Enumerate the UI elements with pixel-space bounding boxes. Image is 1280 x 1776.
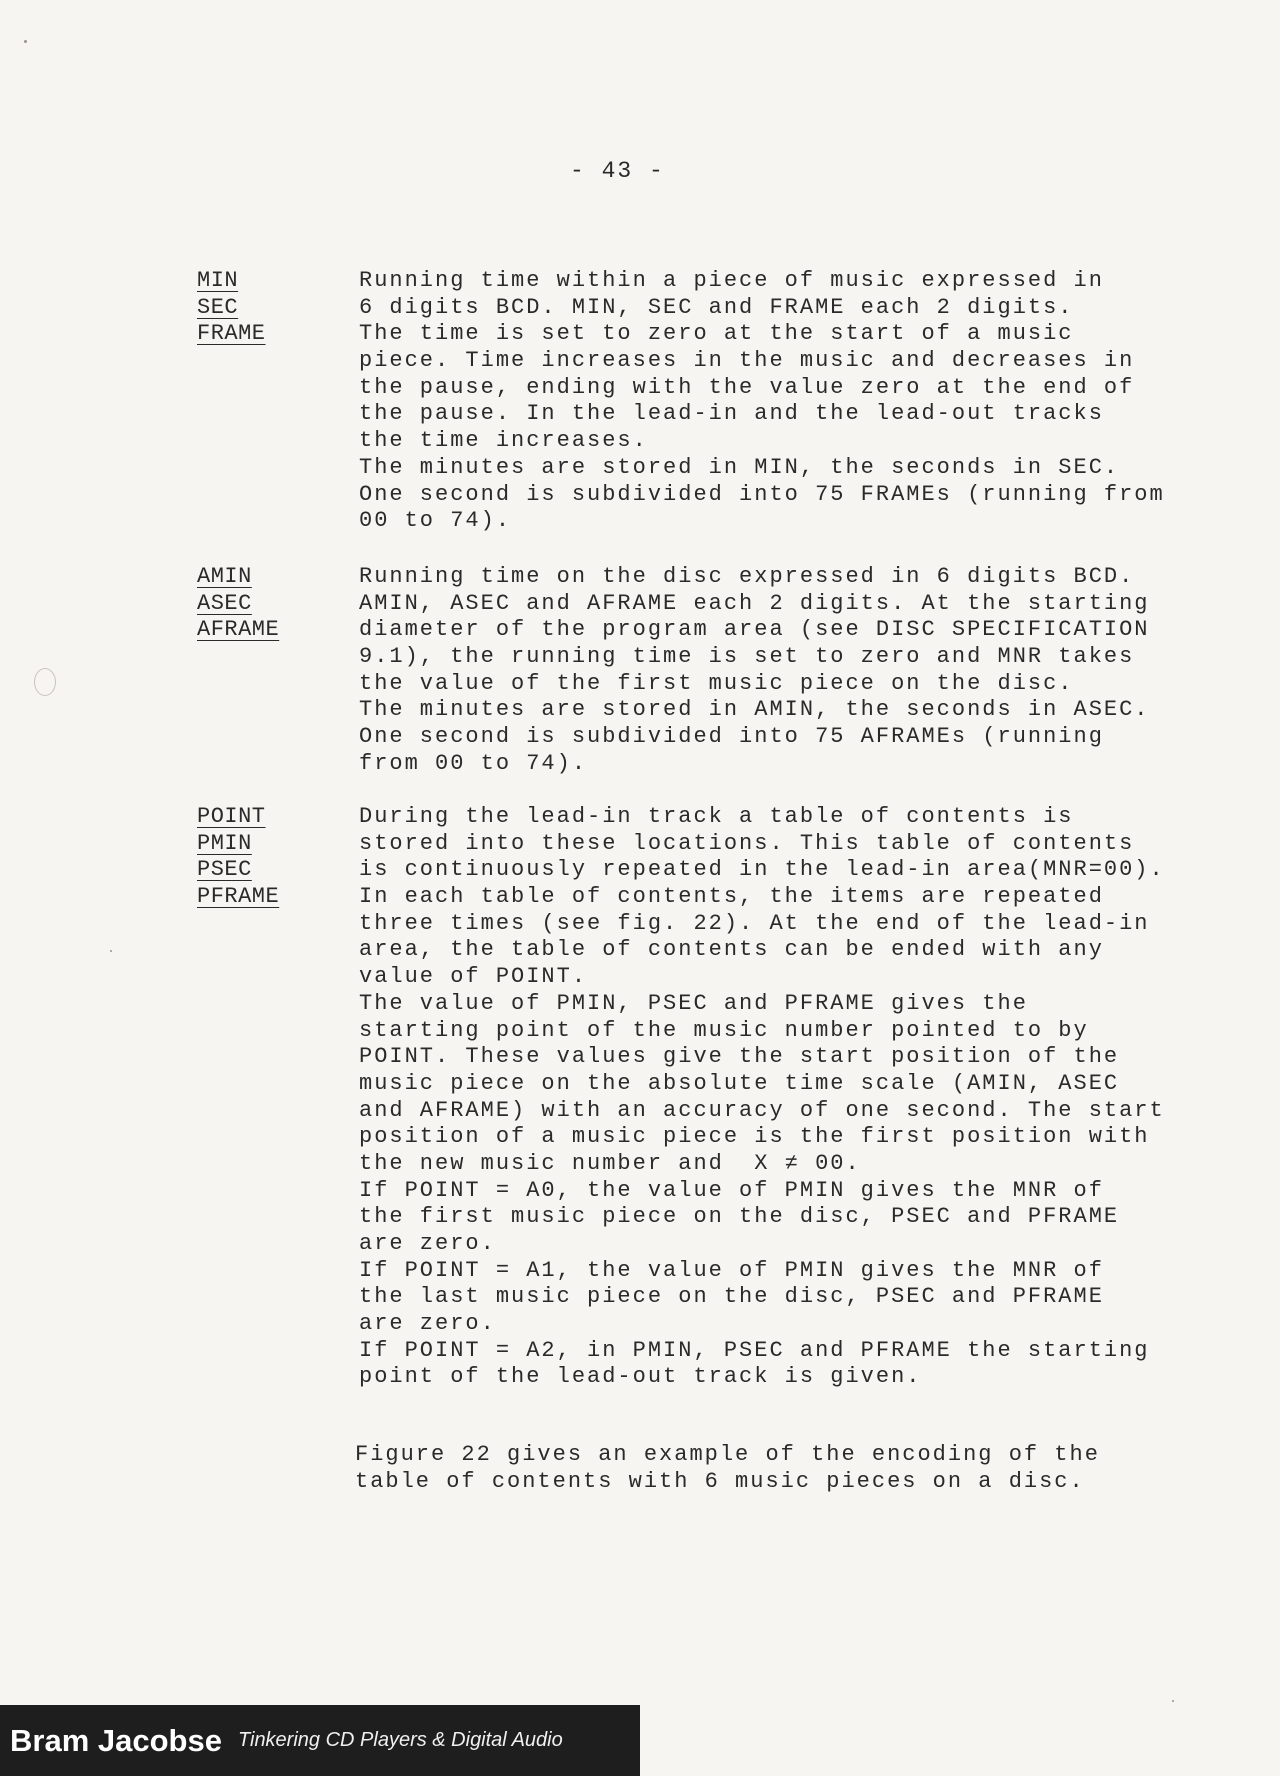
scan-speck	[24, 40, 27, 43]
text-line: The time is set to zero at the start of a music	[359, 321, 1074, 347]
field-labels	[197, 804, 279, 911]
text-line: the pause, ending with the value zero at the end of	[359, 374, 1135, 400]
scan-speck	[1172, 1700, 1174, 1702]
definition-text	[359, 268, 1239, 535]
text-line: three times (see fig. 22). At the end of the lead-in	[359, 910, 1150, 936]
scan-speck	[110, 950, 112, 952]
text-line: During the lead-in track a table of contents is	[359, 804, 1074, 829]
text-line: One second is subdivided into 75 AFRAMEs (running	[359, 724, 1104, 750]
paragraph-text	[355, 1442, 1235, 1495]
text-line: starting point of the music number pointed to by	[359, 1017, 1089, 1043]
text-line: are zero.	[359, 1231, 496, 1256]
text-line: 9.1), the running time is set to zero and MNR takes	[359, 644, 1135, 670]
text-line: The minutes are stored in AMIN, the seconds in ASEC.	[359, 697, 1150, 723]
text-line: is continuously repeated in the lead-in area(MNR=00).	[359, 857, 1165, 883]
text-line: the last music piece on the disc, PSEC and PFRAME	[359, 1284, 1104, 1310]
text-line: If POINT = A0, the value of PMIN gives the MNR of	[359, 1177, 1104, 1203]
text-line: The minutes are stored in MIN, the seconds in SEC.	[359, 454, 1120, 480]
definition-text	[359, 804, 1239, 1391]
watermark-banner	[0, 1705, 640, 1776]
text-line: area, the table of contents can be ended with any	[359, 937, 1104, 963]
text-line: point of the lead-out track is given.	[359, 1364, 922, 1390]
text-line: are zero.	[359, 1311, 496, 1337]
field-label: MIN	[197, 268, 239, 293]
punch-hole-mark	[34, 668, 56, 696]
text-line: and AFRAME) with an accuracy of one second. The start	[359, 1097, 1165, 1123]
text-line: the first music piece on the disc, PSEC and PFRAME	[359, 1204, 1120, 1230]
field-label: AFRAME	[197, 617, 280, 643]
text-line: table of contents with 6 music pieces on a disc.	[355, 1468, 1085, 1494]
field-label: PFRAME	[197, 884, 280, 910]
field-label: PSEC	[197, 857, 252, 883]
text-line: the new music number and X ≠ 00.	[359, 1150, 861, 1176]
field-labels	[197, 268, 266, 348]
text-line: AMIN, ASEC and AFRAME each 2 digits. At the starting	[359, 590, 1150, 616]
text-line: Figure 22 gives an example of the encoding of the	[355, 1442, 1100, 1467]
text-line: 6 digits BCD. MIN, SEC and FRAME each 2 digits.	[359, 294, 1074, 320]
text-line: If POINT = A2, in PMIN, PSEC and PFRAME the starting	[359, 1337, 1150, 1363]
field-labels	[197, 564, 279, 644]
watermark-tagline: Tinkering CD Players & Digital Audio	[237, 1729, 563, 1751]
text-line: value of POINT.	[359, 964, 588, 990]
field-label: FRAME	[197, 321, 266, 347]
text-line: Running time within a piece of music expressed in	[359, 268, 1104, 293]
field-label: ASEC	[197, 590, 252, 616]
field-label: PMIN	[197, 830, 252, 856]
field-label: SEC	[197, 294, 239, 320]
definition-text	[359, 564, 1239, 778]
field-label: AMIN	[197, 564, 252, 589]
text-line: the time increases.	[359, 428, 648, 454]
page-number: - 43 -	[570, 158, 665, 184]
text-line: the pause. In the lead-in and the lead-out tracks	[359, 401, 1104, 427]
text-line: position of a music piece is the first position with	[359, 1124, 1150, 1150]
text-line: music piece on the absolute time scale (AMIN, ASEC	[359, 1070, 1120, 1096]
text-line: 00 to 74).	[359, 508, 512, 534]
text-line: Running time on the disc expressed in 6 digits BCD.	[359, 564, 1135, 589]
text-line: One second is subdivided into 75 FRAMEs (running from	[359, 481, 1165, 507]
watermark-name: Bram Jacobse	[10, 1722, 222, 1758]
text-line: diameter of the program area (see DISC SPECIFICATION	[359, 617, 1150, 643]
text-line: If POINT = A1, the value of PMIN gives the MNR of	[359, 1257, 1104, 1283]
text-line: POINT. These values give the start position of the	[359, 1044, 1120, 1070]
text-line: the value of the first music piece on the disc.	[359, 670, 1074, 696]
text-line: The value of PMIN, PSEC and PFRAME gives the	[359, 990, 1028, 1016]
field-label: POINT	[197, 804, 266, 829]
text-line: stored into these locations. This table of contents	[359, 830, 1135, 856]
text-line: In each table of contents, the items are repeated	[359, 884, 1104, 910]
text-line: piece. Time increases in the music and decreases in	[359, 348, 1135, 374]
text-line: from 00 to 74).	[359, 750, 588, 776]
